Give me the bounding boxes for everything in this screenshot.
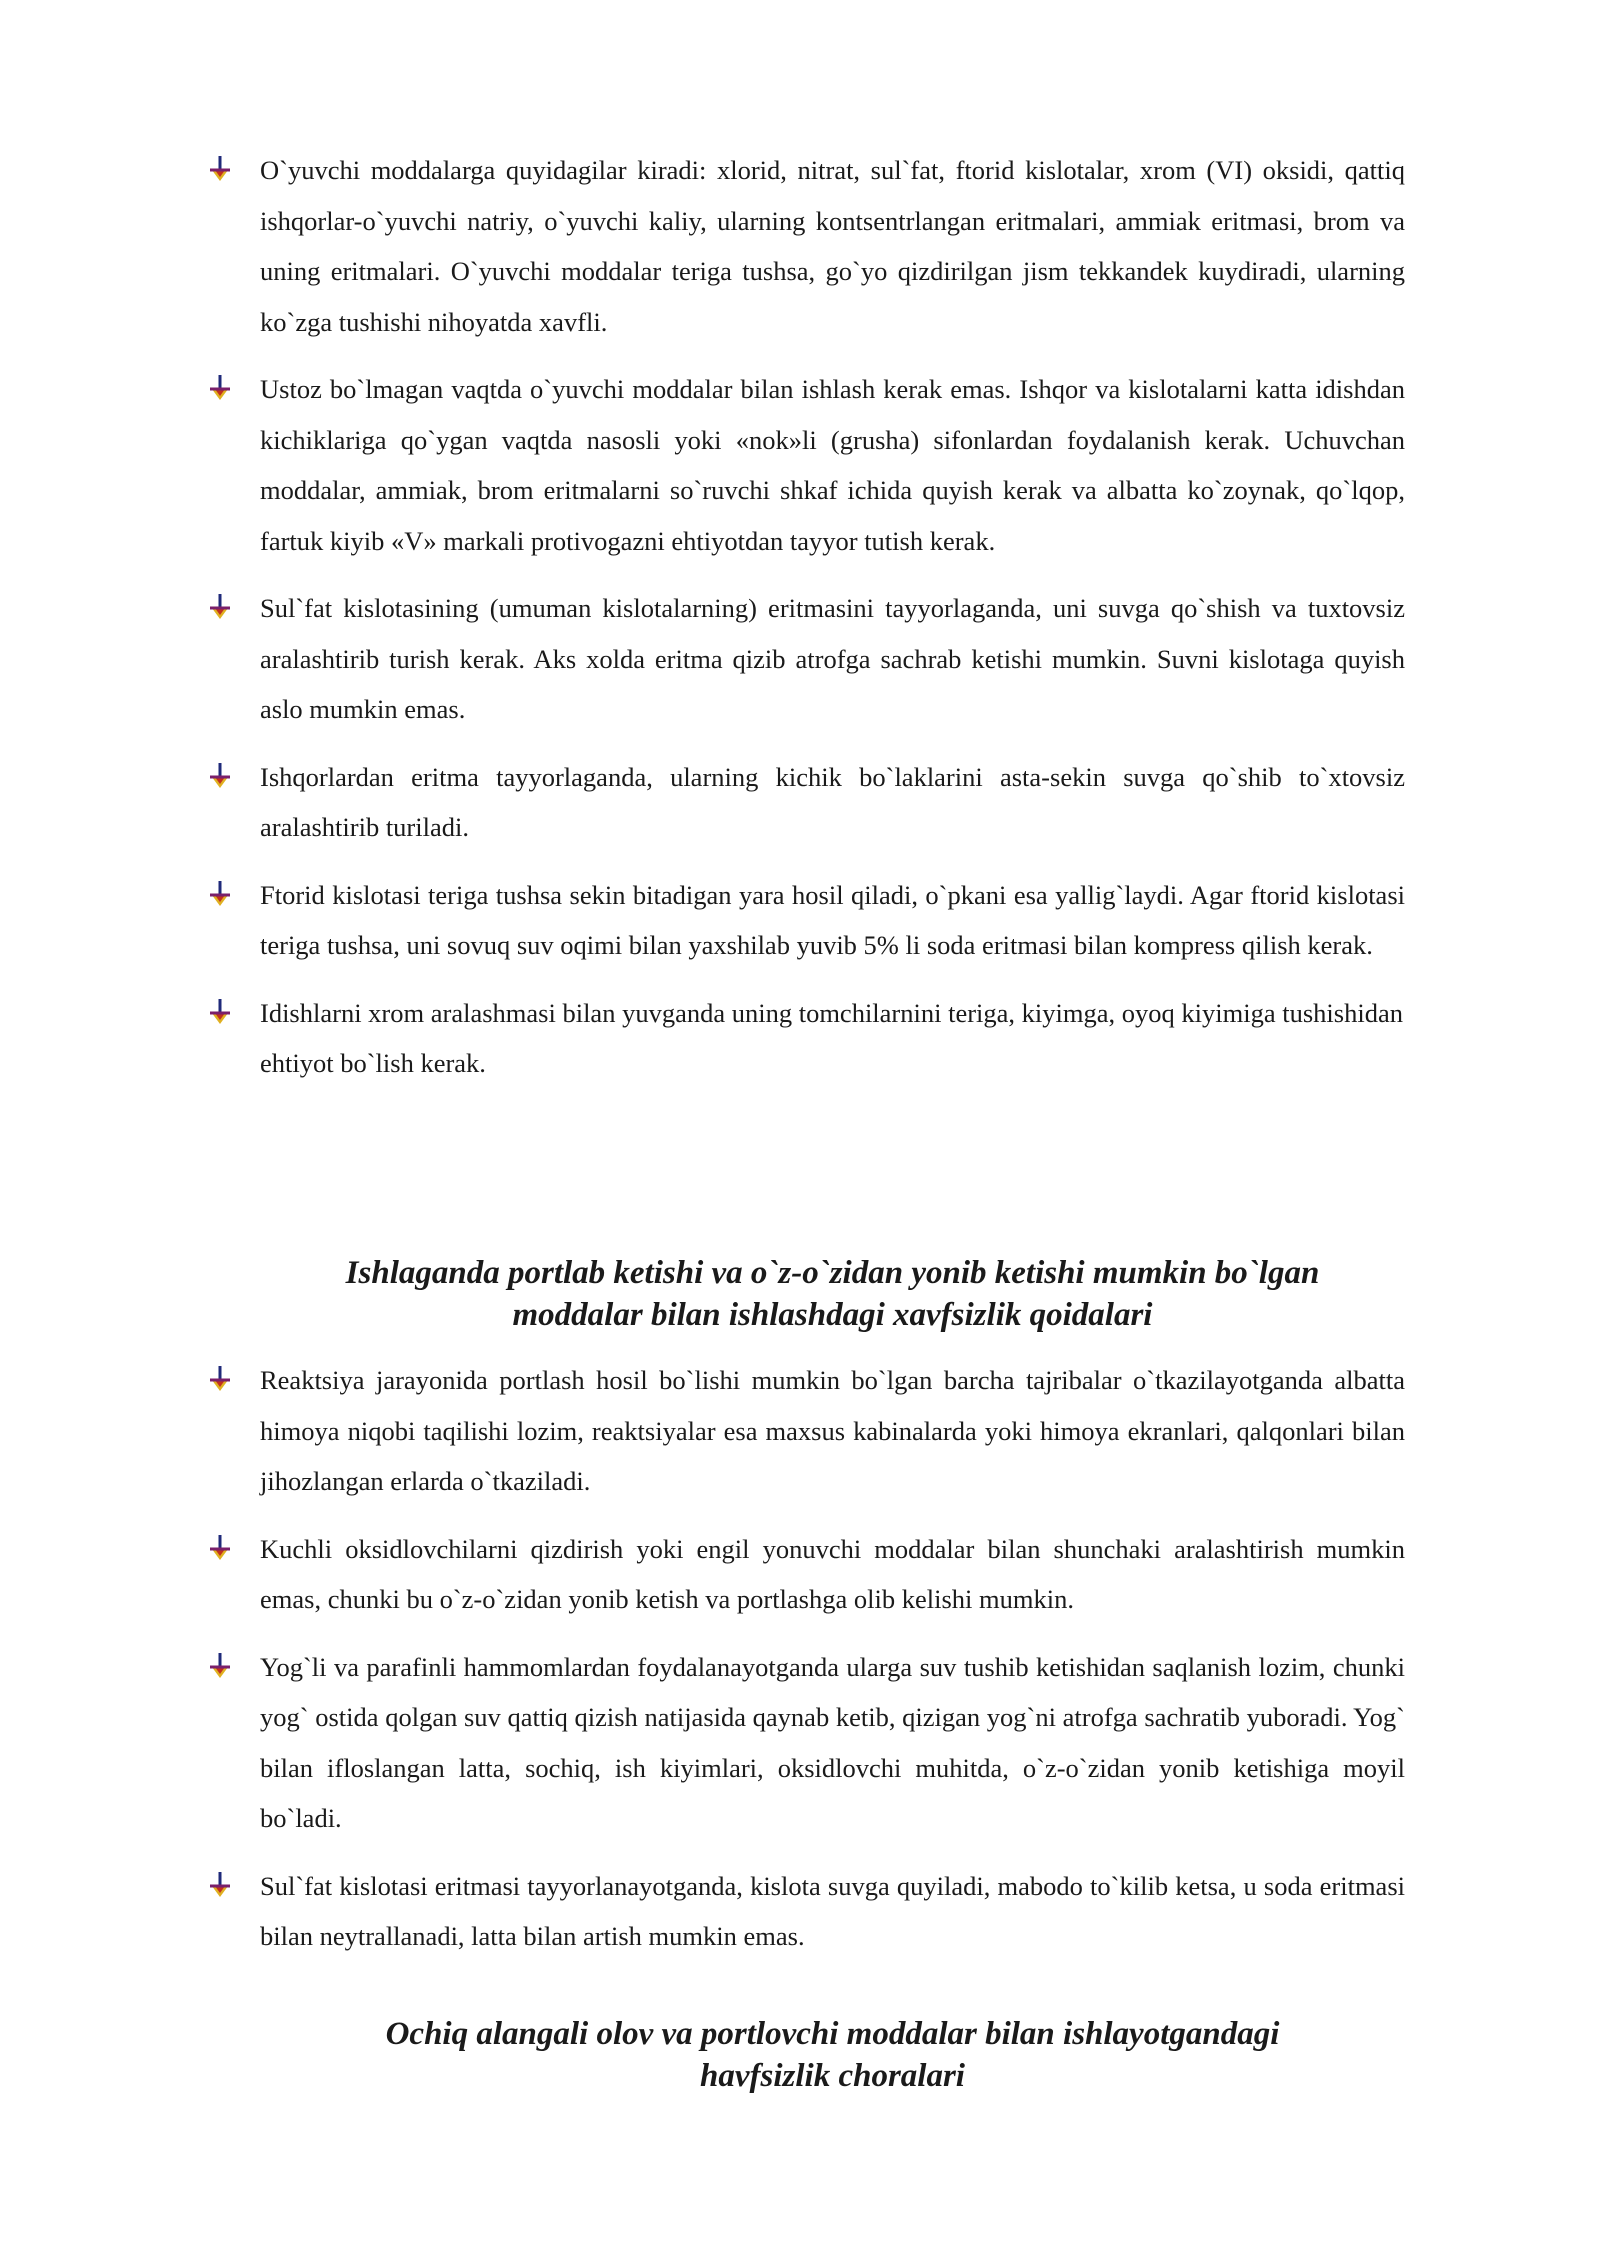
list-item-text: Ishqorlardan eritma tayyorlaganda, ularning kichik bo`laklarini asta-sekin suvga qo`shib to`xtovsiz aralashtirib turiladi. bbox=[260, 761, 1405, 842]
list-item bbox=[200, 364, 1405, 566]
arrow-down-bullet-icon bbox=[209, 1366, 231, 1392]
list-item bbox=[200, 1861, 1405, 1962]
section-explosive-substances bbox=[200, 1355, 1405, 1979]
arrow-down-bullet-icon bbox=[209, 999, 231, 1025]
list-item-text: Sul`fat kislotasi eritmasi tayyorlanayotganda, kislota suvga quyiladi, mabodo to`kilib ketsa, u soda eritmasi bilan neytrallanadi, latta bilan artish mumkin emas. bbox=[260, 1870, 1405, 1951]
list-item-text: O`yuvchi moddalarga quyidagilar kiradi: xlorid, nitrat, sul`fat, ftorid kislotalar, xrom (VI) oksidi, qattiq ishqorlar-o`yuvchi natriy, o`yuvchi kaliy, ularning kontsentrlangan eritmalari, ammiak eritmasi, brom va uning eritmalari. O`yuvchi moddalar teriga tushsa, go`yo qizdirilgan jism tekkandek kuydiradi, ularning ko`zga tushishi nihoyatda xavfli. bbox=[260, 155, 1405, 337]
section-heading-explosive bbox=[200, 1252, 1465, 1336]
arrow-down-bullet-icon bbox=[209, 1653, 231, 1679]
list-item-text: Ustoz bo`lmagan vaqtda o`yuvchi moddalar bilan ishlash kerak emas. Ishqor va kislotalarni katta idishdan kichiklariga qo`ygan vaqtda nasosli yoki «nok»li (grusha) sifonlardan foydalanish kerak. Uchuvchan moddalar, ammiak, brom eritmalarni so`ruvchi shkaf ichida quyish kerak va albatta ko`zoynak, qo`lqop, fartuk kiyib «V» markali protivogazni ehtiyotdan tayyor tutish kerak. bbox=[260, 374, 1405, 556]
list-item-text: Kuchli oksidlovchilarni qizdirish yoki engil yonuvchi moddalar bilan shunchaki aralashtirish mumkin emas, chunki bu o`z-o`zidan yonib ketish va portlashga olib kelishi mumkin. bbox=[260, 1533, 1405, 1614]
arrow-down-bullet-icon bbox=[209, 763, 231, 789]
arrow-down-bullet-icon bbox=[209, 156, 231, 182]
list-item bbox=[200, 583, 1405, 735]
list-item bbox=[200, 1642, 1405, 1844]
list-item-text: Reaktsiya jarayonida portlash hosil bo`lishi mumkin bo`lgan barcha tajribalar o`tkazilayotganda albatta himoya niqobi taqilishi lozim, reaktsiyalar esa maxsus kabinalarda yoki himoya ekranlari, qalqonlari bilan jihozlangan erlarda o`tkaziladi. bbox=[260, 1365, 1405, 1496]
list-item bbox=[200, 988, 1405, 1089]
section-heading-open-flame bbox=[200, 2013, 1465, 2097]
list-item bbox=[200, 870, 1405, 971]
arrow-down-bullet-icon bbox=[209, 594, 231, 620]
heading-line: Ochiq alangali olov va portlovchi moddalar bilan ishlayotgandagi bbox=[385, 2016, 1280, 2052]
heading-line: havfsizlik choralari bbox=[700, 2058, 965, 2094]
list-item bbox=[200, 1355, 1405, 1507]
heading-line: moddalar bilan ishlashdagi xavfsizlik qoidalari bbox=[512, 1297, 1153, 1333]
arrow-down-bullet-icon bbox=[209, 1872, 231, 1898]
list-item-text: Ftorid kislotasi teriga tushsa sekin bitadigan yara hosil qiladi, o`pkani esa yallig`laydi. Agar ftorid kislotasi teriga tushsa, uni sovuq suv oqimi bilan yaxshilab yuvib 5% li soda eritmasi bilan kompress qilish kerak. bbox=[260, 879, 1405, 960]
section-corrosive-substances bbox=[200, 145, 1405, 1106]
list-item-text: Idishlarni xrom aralashmasi bilan yuvganda uning tomchilarnini teriga, kiyimga, oyoq kiyimiga tushishidan ehtiyot bo`lish kerak. bbox=[260, 997, 1403, 1078]
heading-line: Ishlaganda portlab ketishi va o`z-o`zidan yonib ketishi mumkin bo`lgan bbox=[345, 1255, 1320, 1291]
list-item bbox=[200, 1524, 1405, 1625]
arrow-down-bullet-icon bbox=[209, 881, 231, 907]
list-item bbox=[200, 145, 1405, 347]
arrow-down-bullet-icon bbox=[209, 375, 231, 401]
list-item-text: Sul`fat kislotasining (umuman kislotalarning) eritmasini tayyorlaganda, uni suvga qo`shish va tuxtovsiz aralashtirib turish kerak. Aks xolda eritma qizib atrofga sachrab ketishi mumkin. Suvni kislotaga quyish aslo mumkin emas. bbox=[260, 593, 1405, 724]
arrow-down-bullet-icon bbox=[209, 1535, 231, 1561]
list-item-text: Yog`li va parafinli hammomlardan foydalanayotganda ularga suv tushib ketishidan saqlanish lozim, chunki yog` ostida qolgan suv qattiq qizish natijasida qaynab ketib, qizigan yog`ni atrofga sachratib yuboradi. Yog` bilan ifloslangan latta, sochiq, ish kiyimlari, oksidlovchi muhitda, o`z-o`zidan yonib ketishiga moyil bo`ladi. bbox=[260, 1651, 1405, 1833]
list-item bbox=[200, 752, 1405, 853]
